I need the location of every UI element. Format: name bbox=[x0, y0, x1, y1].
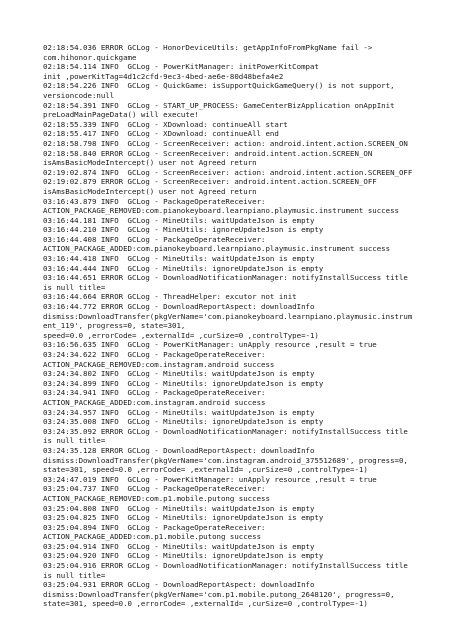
log-line: 02:18:54.036 ERROR GCLog - HonorDeviceUtils: getAppInfoFromPkgName fail -> bbox=[43, 43, 373, 52]
log-line: 03:25:04.931 ERROR GCLog - DownloadReportAspect: downloadInfo bbox=[43, 580, 315, 590]
log-line: versioncode:null bbox=[43, 90, 115, 100]
log-line: init ,powerKitTag=4d1c2cfd-9ec3-4bed-ae6e-80d48befa4e2 bbox=[43, 71, 284, 81]
log-line: ACTION_PACKAGE_REMOVED:com.p1.mobile.putong success bbox=[43, 493, 270, 503]
log-line: 03:24:34.802 INFO GCLog - MineUtils: waitUpdateJson is empty bbox=[43, 369, 315, 379]
log-line: dismiss:DownloadTransfer(pkgVerName='com.p1.mobile.putong_2648120', progress=0, bbox=[43, 589, 395, 599]
log-line: dismiss:DownloadTransfer(pkgVerName='com.instagram.android_375512689', progress=0, bbox=[43, 455, 408, 465]
log-line: speed=0.0 ,errorCode= ,externalId= ,curSize=0 ,controlType=-1) bbox=[43, 330, 319, 340]
log-line: 03:16:44.651 ERROR GCLog - DownloadNotificationManager: notifyInstallSuccess title bbox=[43, 273, 408, 283]
log-line: 03:16:44.772 ERROR GCLog - DownloadReportAspect: downloadInfo bbox=[43, 302, 315, 312]
log-line: ACTION_PACKAGE_ADDED:com.pianokeyboard.learnpiano.playmusic.instrument success bbox=[43, 244, 391, 254]
log-line: 03:16:44.181 INFO GCLog - MineUtils: waitUpdateJson is empty bbox=[43, 215, 315, 225]
log-line: is null title= bbox=[43, 436, 106, 446]
log-line: 03:16:44.444 INFO GCLog - MineUtils: ignoreUpdateJson is empty bbox=[43, 263, 324, 273]
log-line: dismiss:DownloadTransfer(pkgVerName='com.pianokeyboard.learnpiano.playmusic.instrum bbox=[43, 311, 413, 321]
log-line: 03:24:34.957 INFO GCLog - MineUtils: waitUpdateJson is empty bbox=[43, 407, 315, 417]
log-line: 03:24:34.622 INFO GCLog - PackageOperateReceiver: bbox=[43, 350, 266, 359]
log-line: 03:24:35.008 INFO GCLog - MineUtils: ignoreUpdateJson is empty bbox=[43, 417, 324, 427]
log-line: 02:18:55.417 INFO GCLog - XDownload: continueAll end bbox=[43, 129, 279, 139]
log-line: com.hihonor.quickgame bbox=[43, 52, 137, 62]
log-line: 02:19:02.879 ERROR GCLog - ScreenReceiver: android.intent.action.SCREEN_OFF bbox=[43, 177, 377, 187]
log-line: 03:24:47.019 INFO GCLog - PowerKitManager: unApply resource ,result = true bbox=[43, 474, 377, 484]
log-line: ACTION_PACKAGE_REMOVED:com.instagram.android success bbox=[43, 359, 275, 369]
log-line: 03:25:04.825 INFO GCLog - MineUtils: ignoreUpdateJson is empty bbox=[43, 513, 324, 523]
log-line: ACTION_PACKAGE_REMOVED:com.pianokeyboard.learnpiano.playmusic.instrument success bbox=[43, 206, 399, 216]
log-line: 03:25:04.920 INFO GCLog - MineUtils: ignoreUpdateJson is empty bbox=[43, 551, 324, 561]
log-line: 03:24:35.092 ERROR GCLog - DownloadNotificationManager: notifyInstallSuccess title bbox=[43, 426, 408, 436]
log-line: 02:18:54.114 INFO GCLog - PowerKitManager: initPowerKitCompat bbox=[43, 62, 319, 72]
log-line: 03:16:56.635 INFO GCLog - PowerKitManager: unApply resource ,result = true bbox=[43, 340, 377, 350]
log-line: 02:18:58.840 ERROR GCLog - ScreenReceiver: android.intent.action.SCREEN_ON bbox=[43, 148, 373, 158]
log-line: 03:24:34.899 INFO GCLog - MineUtils: ignoreUpdateJson is empty bbox=[43, 378, 324, 388]
log-line: 03:16:44.664 ERROR GCLog - ThreadHelper: excutor not init bbox=[43, 292, 297, 302]
log-line: ACTION_PACKAGE_ADDED:com.p1.mobile.putong success bbox=[43, 532, 262, 542]
log-line: isAmsBasicModeIntercept() user not Agreed return bbox=[43, 158, 257, 168]
log-line: 03:25:04.894 INFO GCLog - PackageOperateReceiver: bbox=[43, 522, 266, 532]
log-line: state=301, speed=0.0 ,errorCode= ,externalId= ,curSize=0 ,controlType=-1) bbox=[43, 465, 368, 475]
log-line: 03:16:44.210 INFO GCLog - MineUtils: ignoreUpdateJson is empty bbox=[43, 225, 324, 235]
log-line: ent_119', progress=0, state=301, bbox=[43, 321, 186, 331]
log-line: is null title= bbox=[43, 282, 106, 292]
log-line: 03:25:04.737 INFO GCLog - PackageOperateReceiver: bbox=[43, 484, 266, 494]
log-line: 03:25:04.916 ERROR GCLog - DownloadNotificationManager: notifyInstallSuccess title bbox=[43, 561, 408, 571]
log-line: 02:18:58.798 INFO GCLog - ScreenReceiver: action: android.intent.action.SCREEN_ON bbox=[43, 138, 408, 148]
log-line: isAmsBasicModeIntercept() user not Agreed return bbox=[43, 186, 257, 196]
log-line: 03:25:04.808 INFO GCLog - MineUtils: waitUpdateJson is empty bbox=[43, 503, 315, 513]
log-line: 03:24:34.941 INFO GCLog - PackageOperateReceiver: bbox=[43, 388, 266, 398]
log-text-block bbox=[43, 43, 468, 609]
log-line: state=301, speed=0.0 ,errorCode= ,externalId= ,curSize=0 ,controlType=-1) bbox=[43, 599, 368, 609]
log-line: 03:16:44.418 INFO GCLog - MineUtils: waitUpdateJson is empty bbox=[43, 254, 315, 264]
log-line: 02:19:02.874 INFO GCLog - ScreenReceiver: action: android.intent.action.SCREEN_OFF bbox=[43, 167, 413, 177]
log-line: preLoadMainPageData() will execute! bbox=[43, 110, 199, 120]
log-line: 02:18:54.226 INFO GCLog - QuickGame: isSupportQuickGameQuery() is not support, bbox=[43, 81, 395, 91]
log-line: 03:25:04.914 INFO GCLog - MineUtils: waitUpdateJson is empty bbox=[43, 541, 315, 551]
log-line: is null title= bbox=[43, 570, 106, 580]
log-line: ACTION_PACKAGE_ADDED:com.instagram.android success bbox=[43, 397, 266, 407]
log-line: 03:16:44.408 INFO GCLog - PackageOperateReceiver: bbox=[43, 234, 266, 244]
log-line: 02:18:54.391 INFO GCLog - START_UP_PROCESS: GameCenterBizApplication onAppInit bbox=[43, 100, 395, 110]
log-line: 03:16:43.879 INFO GCLog - PackageOperateReceiver: bbox=[43, 196, 266, 206]
log-line: 03:24:35.128 ERROR GCLog - DownloadReportAspect: downloadInfo bbox=[43, 445, 315, 455]
log-line: 02:18:55.339 INFO GCLog - XDownload: continueAll start bbox=[43, 119, 288, 129]
